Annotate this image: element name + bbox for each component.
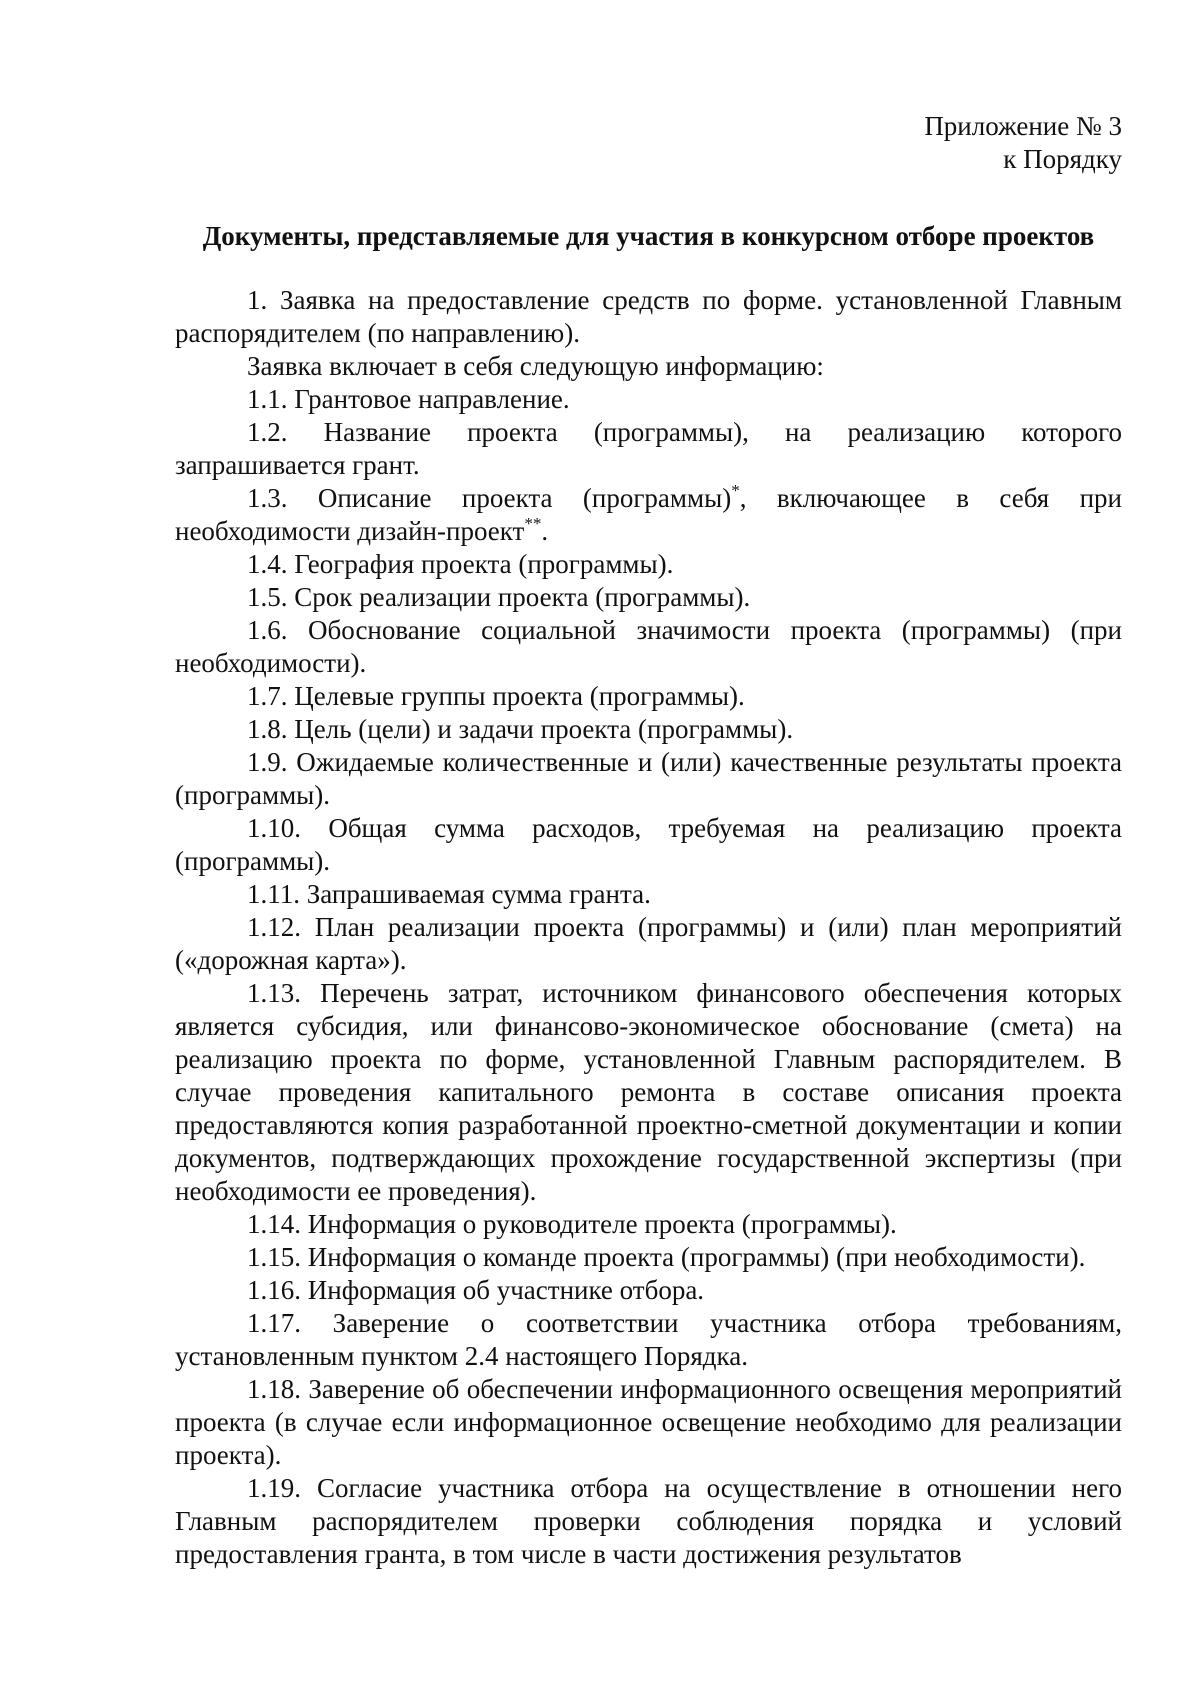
paragraph-1-15: 1.15. Информация о команде проекта (программы) (при необходимости). [247, 1242, 1086, 1272]
footnote-mark-1: * [731, 481, 740, 500]
appendix-reference: к Порядку [1003, 144, 1122, 174]
paragraph-1-3-text-a: 1.3. Описание проекта (программы) [247, 483, 732, 513]
paragraph-1-6: 1.6. Обоснование социальной значимости проекта (программы) (при необходимости). [175, 615, 1122, 678]
paragraph-1-7: 1.7. Целевые группы проекта (программы). [247, 681, 745, 711]
paragraph-1-14: 1.14. Информация о руководителе проекта (программы). [247, 1209, 897, 1239]
paragraph-1-10: 1.10. Общая сумма расходов, требуемая на реализацию проекта (программы). [175, 813, 1122, 876]
paragraph-1-18: 1.18. Заверение об обеспечении информационного освещения мероприятий проекта (в случае если информационное освещение необходимо для реализации проекта). [175, 1374, 1122, 1470]
paragraph-1-16: 1.16. Информация об участнике отбора. [247, 1275, 705, 1305]
paragraph-1: 1. Заявка на предоставление средств по форме. установленной Главным распорядителем (по направлению). [175, 285, 1122, 348]
paragraph-1-19: 1.19. Согласие участника отбора на осуществление в отношении него Главным распорядителем проверки соблюдения порядка и условий предоставления гранта, в том числе в части достижения результатов [175, 1473, 1122, 1569]
paragraph-1-9: 1.9. Ожидаемые количественные и (или) качественные результаты проекта (программы). [175, 747, 1122, 810]
paragraph-1-1: 1.1. Грантовое направление. [247, 384, 570, 414]
paragraph-1-3-text-c: . [541, 516, 549, 546]
paragraph-1-11: 1.11. Запрашиваемая сумма гранта. [247, 879, 651, 909]
paragraph-1-17: 1.17. Заверение о соответствии участника отбора требованиям, установленным пунктом 2.4 настоящего Порядка. [175, 1308, 1122, 1371]
footnote-mark-2: ** [524, 514, 542, 533]
paragraph-1-2: 1.2. Название проекта (программы), на реализацию которого запрашивается грант. [175, 417, 1122, 480]
appendix-number: Приложение № 3 [924, 111, 1122, 141]
document-page [175, 110, 1122, 1571]
paragraph-1-3 [175, 482, 1122, 548]
paragraph-intro: Заявка включает в себя следующую информацию: [247, 351, 824, 381]
paragraph-1-4: 1.4. География проекта (программы). [247, 549, 674, 579]
paragraph-1-13: 1.13. Перечень затрат, источником финансового обеспечения которых является субсидия, или финансово-экономическое обоснование (смета) на реализацию проекта по форме, установленной Главным распорядителем. В случае проведения капитального ремонта в составе описания проекта предоставляются копия разработанной проектно-сметной документации и копии документов, подтверждающих прохождение государственной экспертизы (при необходимости ее проведения). [175, 978, 1122, 1206]
paragraph-1-5: 1.5. Срок реализации проекта (программы). [247, 582, 751, 612]
paragraph-1-3-text-b: , включающее в себя при необходимости дизайн-проект [175, 483, 1122, 546]
paragraph-1-12: 1.12. План реализации проекта (программы) и (или) план мероприятий («дорожная карта»). [175, 912, 1122, 975]
paragraph-1-8: 1.8. Цель (цели) и задачи проекта (программы). [247, 714, 794, 744]
document-title: Документы, представляемые для участия в конкурсном отборе проектов [202, 221, 1095, 251]
document-body [175, 284, 1122, 1571]
appendix-header [175, 110, 1122, 176]
